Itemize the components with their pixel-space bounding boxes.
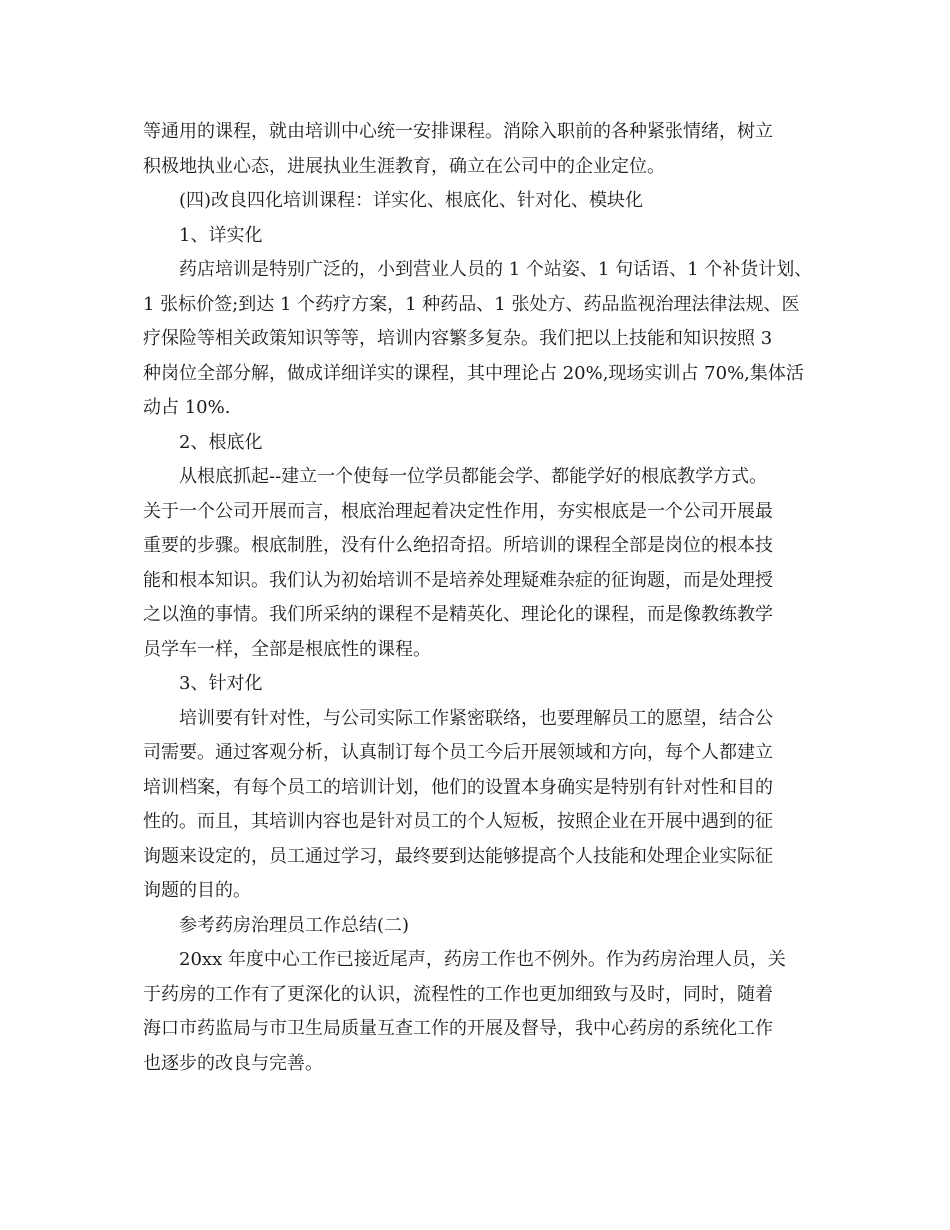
- text-line: 1 张标价签;到达 1 个药疗方案，1 种药品、1 张处方、药品监视治理法律法规、医: [143, 293, 800, 315]
- text-line: 动占 10%.: [143, 397, 231, 418]
- text-line: 重要的步骤。根底制胜，没有什么绝招奇招。所培训的课程全部是岗位的根本技: [143, 535, 773, 556]
- text-line: 药店培训是特别广泛的，小到营业人员的 1 个站姿、1 句话语、1 个补货计划、: [179, 259, 813, 280]
- text-line: 疗保险等相关政策知识等等，培训内容繁多复杂。我们把以上技能和知识按照 3: [143, 328, 773, 349]
- text-line: (四)改良四化培训课程：详实化、根底化、针对化、模块化: [179, 190, 644, 211]
- text-line: 询题的目的。: [143, 880, 251, 901]
- text-line: 等通用的课程，就由培训中心统一安排课程。消除入职前的各种紧张情绪，树立: [143, 121, 773, 142]
- text-line: 种岗位全部分解，做成详细详实的课程，其中理论占 20%,现场实训占 70%,集体活: [143, 362, 804, 384]
- text-line: 员学车一样，全部是根底性的课程。: [143, 638, 431, 660]
- text-line: 性的。而且，其培训内容也是针对员工的个人短板，按照企业在开展中遇到的征: [143, 811, 773, 832]
- text-line: 询题来设定的，员工通过学习，最终要到达能够提高个人技能和处理企业实际征: [143, 845, 773, 867]
- text-line: 也逐步的改良与完善。: [143, 1052, 323, 1074]
- text-line: 关于一个公司开展而言，根底治理起着决定性作用，夯实根底是一个公司开展最: [143, 500, 773, 522]
- text-line: 1、详实化: [179, 224, 263, 246]
- text-line: 2、根底化: [179, 431, 263, 453]
- text-line: 积极地执业心态，进展执业生涯教育，确立在公司中的企业定位。: [143, 155, 665, 177]
- document-body: [143, 115, 813, 1081]
- text-line: 20xx 年度中心工作已接近尾声，药房工作也不例外。作为药房治理人员，关: [179, 949, 786, 970]
- text-line: 于药房的工作有了更深化的认识，流程性的工作也更加细致与及时，同时，随着: [143, 983, 773, 1005]
- text-line: 司需要。通过客观分析，认真制订每个员工今后开展领域和方向，每个人都建立: [143, 742, 773, 763]
- text-line: 之以渔的事情。我们所采纳的课程不是精英化、理论化的课程，而是像教练教学: [143, 604, 773, 625]
- text-line: 从根底抓起--建立一个使每一位学员都能会学、都能学好的根底教学方式。: [179, 466, 768, 487]
- text-line: 培训档案，有每个员工的培训计划，他们的设置本身确实是特别有针对性和目的: [143, 776, 773, 798]
- text-line: 3、针对化: [179, 673, 263, 694]
- text-line: 参考药房治理员工作总结(二): [179, 914, 410, 936]
- text-line: 海口市药监局与市卫生局质量互查工作的开展及督导，我中心药房的系统化工作: [143, 1018, 773, 1039]
- text-line: 能和根本知识。我们认为初始培训不是培养处理疑难杂症的征询题，而是处理授: [143, 569, 773, 591]
- text-line: 培训要有针对性，与公司实际工作紧密联络，也要理解员工的愿望，结合公: [179, 707, 773, 729]
